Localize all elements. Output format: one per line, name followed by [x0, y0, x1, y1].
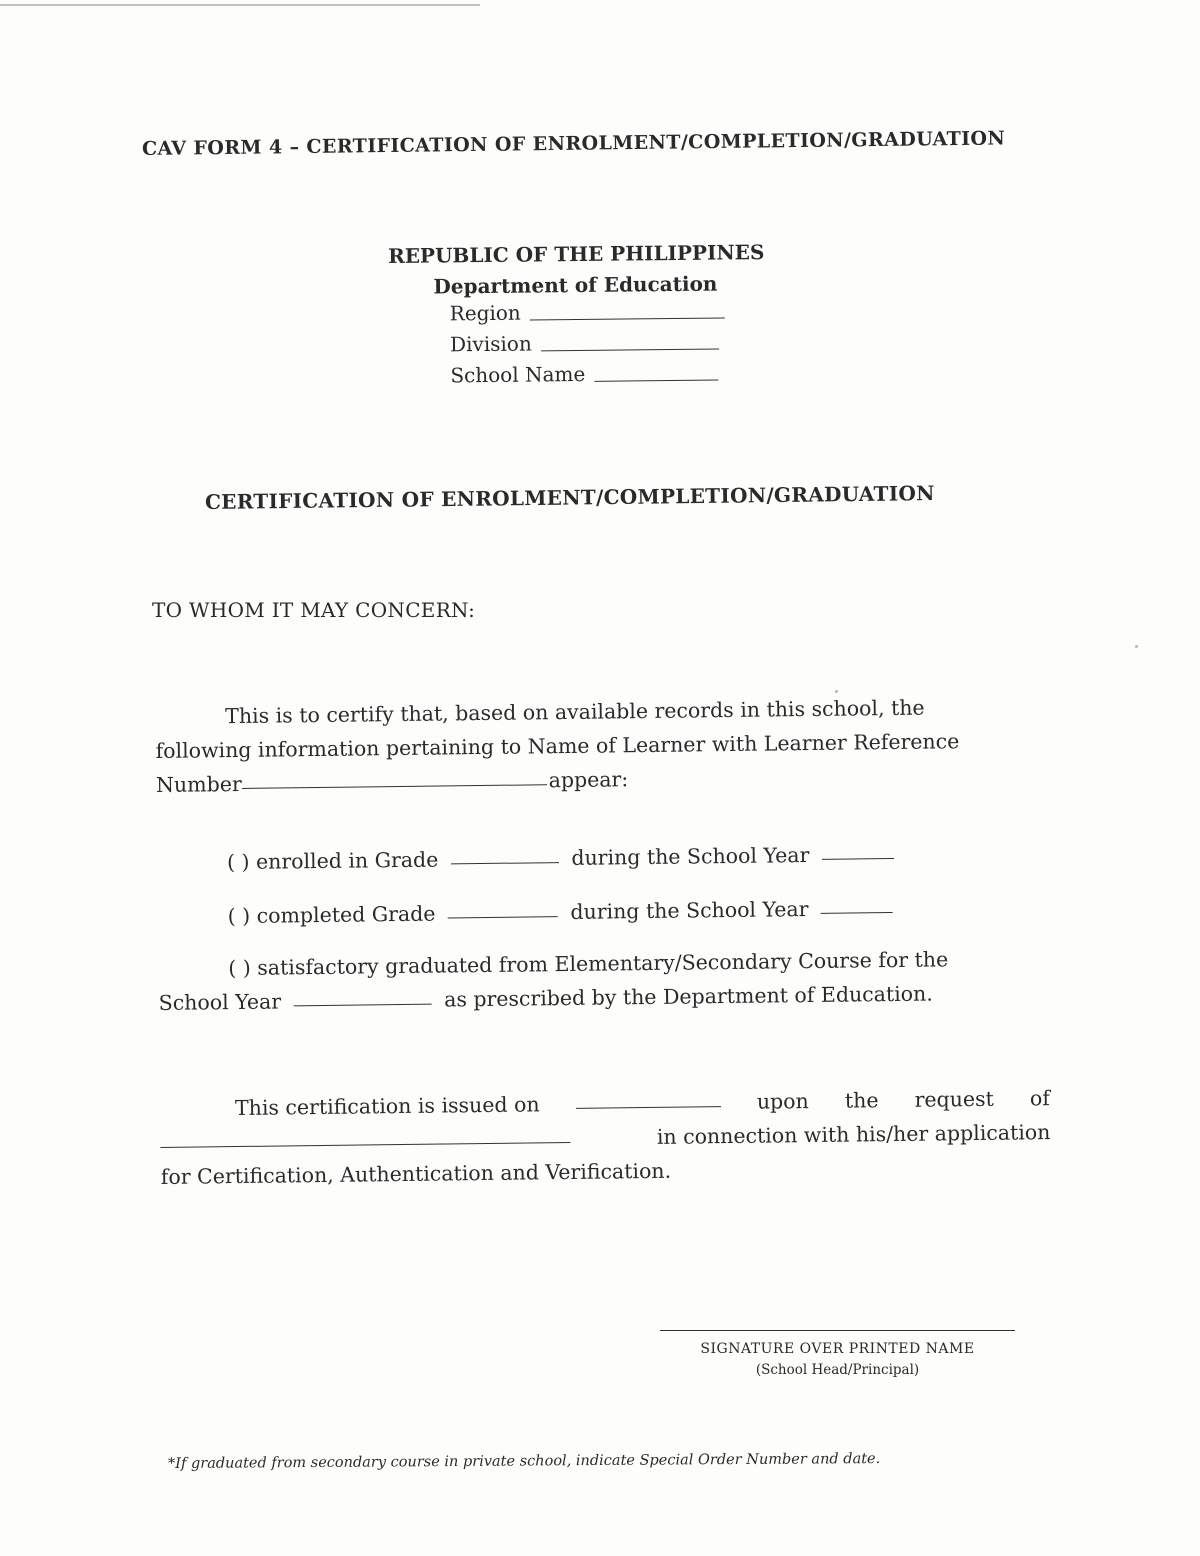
- issuance-date-blank[interactable]: [576, 1106, 721, 1109]
- issuance-word-of: of: [1029, 1086, 1051, 1111]
- certification-title: CERTIFICATION OF ENROLMENT/COMPLETION/GRADUATION: [204, 481, 935, 514]
- division-label: Division: [449, 331, 532, 357]
- region-field: [450, 295, 809, 330]
- certificate-body: [155, 689, 1051, 1194]
- issuance-purpose-text: for Certification, Authentication and Verification.: [160, 1158, 672, 1189]
- division-blank[interactable]: [541, 349, 719, 352]
- signature-label: SIGNATURE OVER PRINTED NAME: [700, 1341, 975, 1357]
- issuance-word-request: request: [914, 1086, 994, 1112]
- form-title: CAV FORM 4 – CERTIFICATION OF ENROLMENT/COMPLETION/GRADUATION: [141, 127, 1006, 160]
- graduated-text: satisfactory graduated from Elementary/Secondary Course for the: [257, 947, 949, 980]
- issuance-connection-text: in connection with his/her application: [656, 1120, 1051, 1149]
- salutation: TO WHOM IT MAY CONCERN:: [152, 598, 476, 622]
- graduated-prescribed-text: as prescribed by the Department of Education.: [443, 981, 933, 1012]
- scan-edge-line: [0, 4, 480, 6]
- scan-speck: [1135, 645, 1138, 648]
- issuance-word-the: the: [844, 1088, 879, 1113]
- enrolled-school-year-blank[interactable]: [822, 858, 894, 860]
- region-blank[interactable]: [530, 317, 725, 320]
- school-name-field: [450, 357, 809, 392]
- letterhead-department: Department of Education: [433, 271, 718, 299]
- graduated-school-year-blank[interactable]: [294, 1004, 432, 1007]
- letterhead-republic: REPUBLIC OF THE PHILIPPINES: [388, 240, 765, 268]
- requester-name-blank[interactable]: [160, 1142, 570, 1148]
- completed-checkbox[interactable]: ( ): [227, 903, 251, 929]
- letterhead: [388, 240, 810, 392]
- completed-school-year-blank[interactable]: [821, 912, 893, 914]
- completed-text: completed Grade: [256, 901, 436, 928]
- intro-number-label: Number: [155, 771, 242, 797]
- issuance-word-upon: upon: [756, 1089, 809, 1114]
- intro-appear-label: appear:: [548, 767, 629, 793]
- footnote: *If graduated from secondary course in private school, indicate Special Order Number and date.: [167, 1451, 881, 1472]
- graduated-checkbox[interactable]: ( ): [228, 955, 251, 981]
- option-completed: [157, 879, 1048, 944]
- enrolled-school-year-text: during the School Year: [571, 843, 810, 870]
- school-name-label: School Name: [450, 361, 586, 388]
- intro-line-1-text: This is to certify that, based on available records in this school, the: [225, 695, 925, 729]
- lrn-blank[interactable]: [242, 784, 547, 789]
- signature-block: [660, 1330, 1015, 1378]
- enrolled-text: enrolled in Grade: [255, 847, 439, 874]
- signature-sublabel: (School Head/Principal): [755, 1362, 920, 1378]
- graduated-school-year-label: School Year: [158, 989, 282, 1015]
- completed-school-year-text: during the School Year: [570, 897, 809, 924]
- division-field: [450, 326, 809, 361]
- completed-grade-blank[interactable]: [448, 916, 558, 918]
- intro-line-2-text: following information pertaining to Name of Learner with Learner Reference: [155, 729, 960, 763]
- enrolled-checkbox[interactable]: ( ): [226, 849, 250, 875]
- enrolled-grade-blank[interactable]: [451, 862, 559, 864]
- school-name-blank[interactable]: [594, 380, 718, 382]
- issuance-issued-on-label: This certification is issued on: [234, 1092, 540, 1121]
- region-label: Region: [449, 300, 521, 326]
- signature-line[interactable]: [660, 1330, 1015, 1331]
